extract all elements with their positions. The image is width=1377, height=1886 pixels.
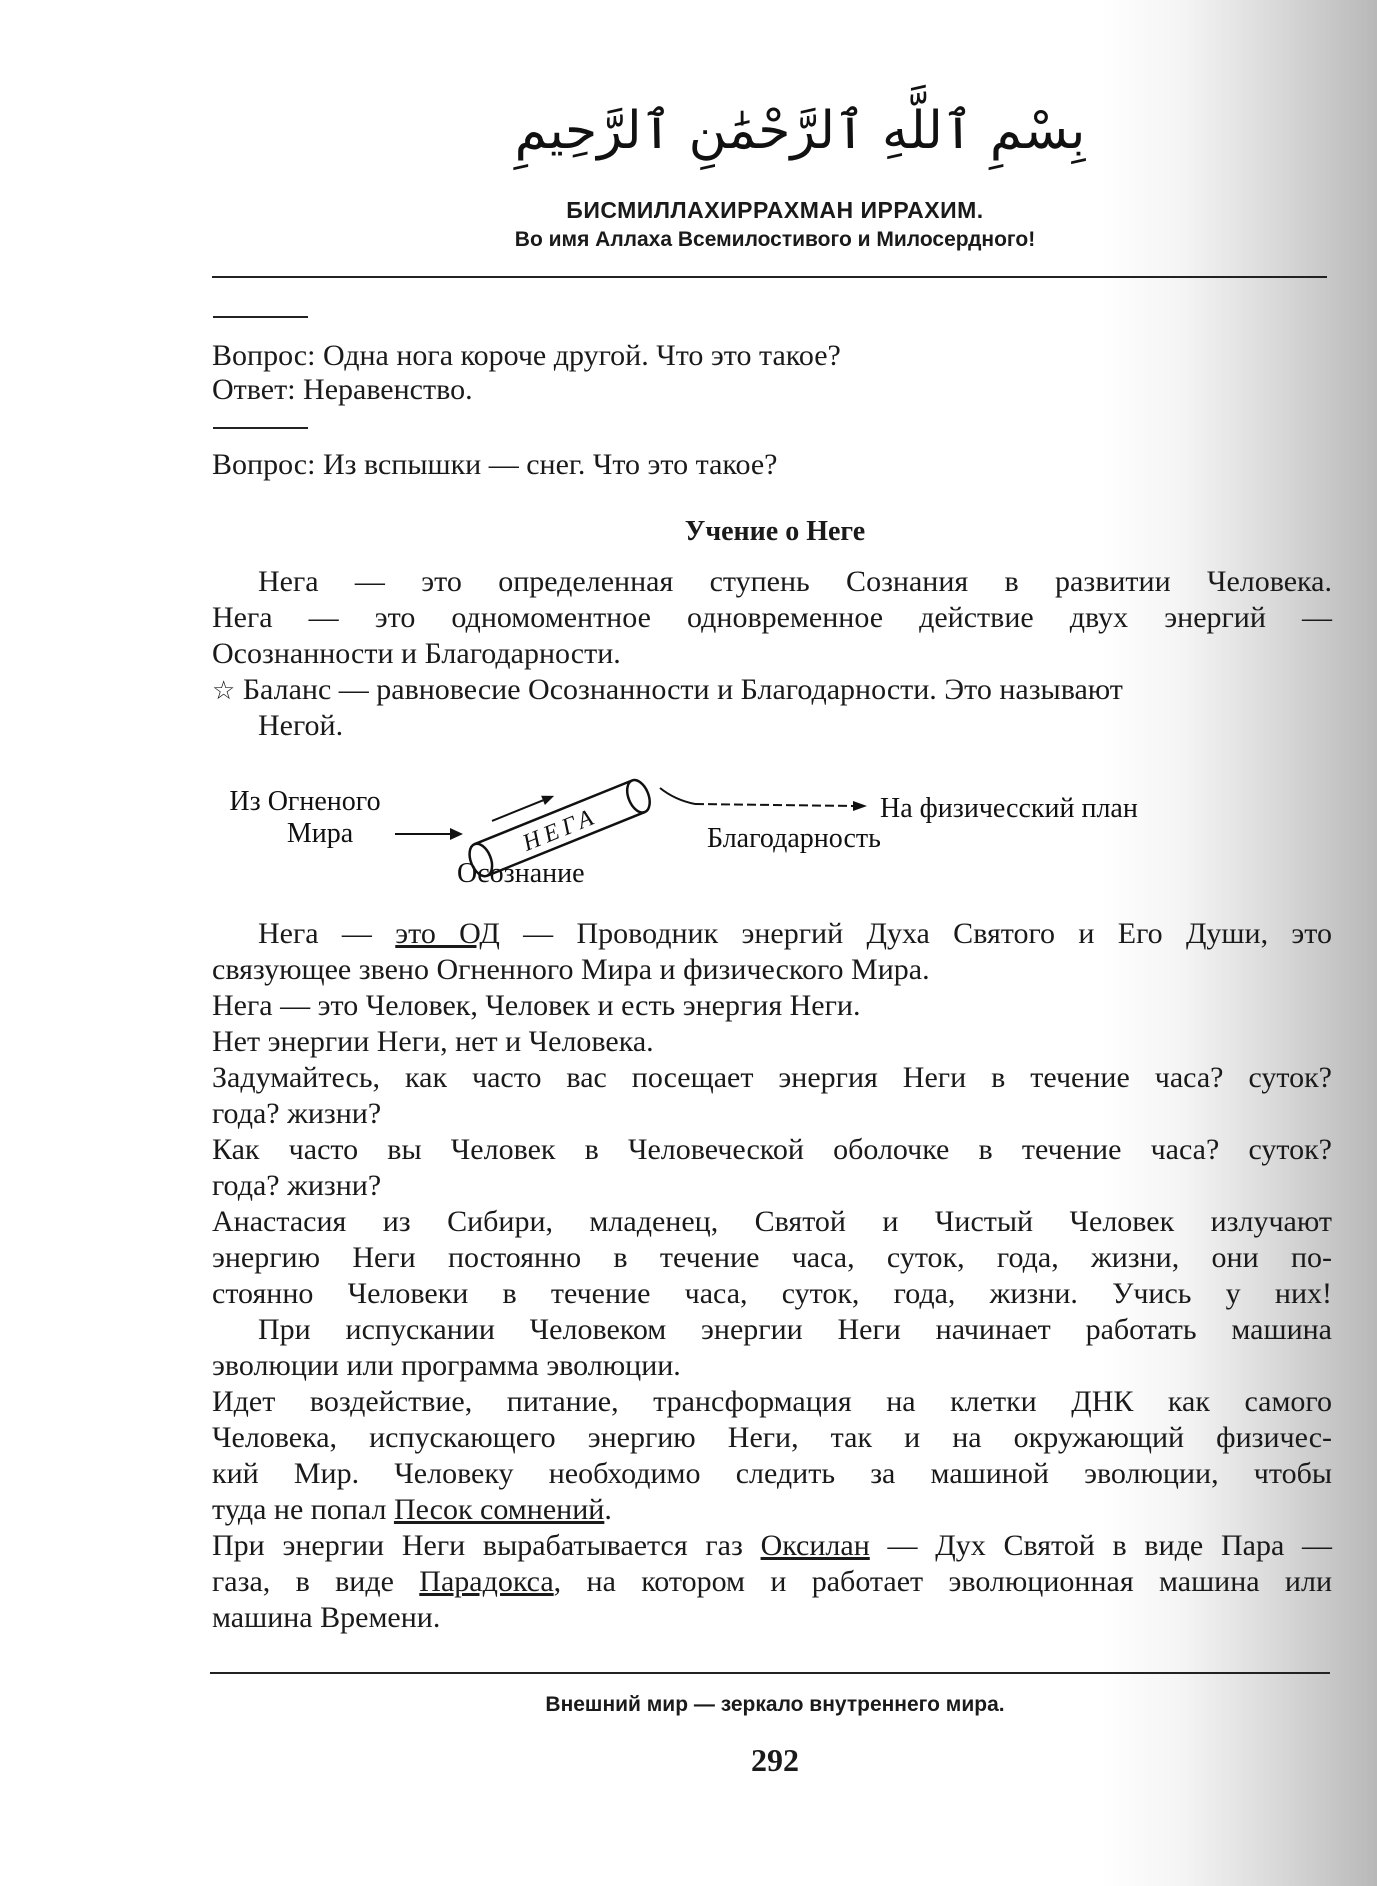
- underlined-term: Парадокса: [419, 1565, 554, 1598]
- paragraph-line: года? жизни?: [212, 1097, 382, 1130]
- paragraph-line: эволюции или программа эволюции.: [212, 1349, 681, 1382]
- paragraph-line: Осознанности и Благодарности.: [212, 637, 621, 670]
- paragraph-line: Нега — это одномоментное одновременное действие двух энергий —: [212, 601, 1332, 634]
- paragraph-line: При испускании Человеком энергии Неги начинает работать машина: [258, 1313, 1332, 1346]
- star-icon: ☆: [212, 676, 236, 705]
- star-item: [212, 672, 1332, 709]
- diagram-to-label: На физичесский план: [880, 793, 1138, 824]
- paragraph-line: машина Времени.: [212, 1601, 441, 1634]
- paragraph-line: Как часто вы Человек в Человеческой оболочке в течение часа? суток?: [212, 1133, 1332, 1166]
- paragraph-line: связующее звено Огненного Мира и физического Мира.: [212, 953, 930, 986]
- star-item-cont: Негой.: [258, 709, 344, 742]
- paragraph-line: Нега — это ОД — Проводник энергий Духа Святого и Его Души, это: [258, 917, 1332, 950]
- separator: [213, 316, 308, 318]
- header-rule: [212, 276, 1327, 278]
- paragraph-line: Идет воздействие, питание, трансформация на клетки ДНК как самого: [212, 1385, 1332, 1418]
- header-title: БИСМИЛЛАХИРРАХМАН ИРРАХИМ.: [566, 197, 984, 223]
- paragraph-line: года? жизни?: [212, 1169, 382, 1202]
- page-number: 292: [751, 1742, 799, 1778]
- paragraph-line: стоянно Человеки в течение часа, суток, года, жизни. Учись у них!: [212, 1277, 1332, 1310]
- question-1: Вопрос: Одна нога короче другой. Что это такое?: [212, 339, 841, 372]
- answer-1: Ответ: Неравенство.: [212, 373, 473, 406]
- diagram-from-label: Из Огненого: [229, 786, 381, 817]
- paragraph-line: газа, в виде Парадокса, на котором и работает эволюционная машина или: [212, 1565, 1333, 1598]
- header-subtitle: Во имя Аллаха Всемилостивого и Милосердного!: [514, 228, 1036, 251]
- paragraph-line: Задумайтесь, как часто вас посещает энергия Неги в течение часа? суток?: [212, 1061, 1332, 1094]
- paragraph-line: При энергии Неги вырабатывается газ Оксилан — Дух Святой в виде Пара —: [212, 1529, 1332, 1562]
- separator: [213, 427, 308, 429]
- underlined-term: это ОД: [395, 917, 500, 950]
- diagram-bottom-right-label: Благодарность: [707, 823, 881, 854]
- underlined-term: Песок сомнений: [393, 1493, 605, 1526]
- paragraph-line: Нега — это определенная ступень Сознания в развитии Человека.: [258, 565, 1332, 598]
- paragraph-line: энергию Неги постоянно в течение часа, суток, года, жизни, они по-: [212, 1241, 1332, 1274]
- svg-text:بِسْمِ ٱللَّهِ ٱلرَّحْمَٰنِ ٱل: بِسْمِ ٱللَّهِ ٱلرَّحْمَٰنِ ٱلرَّحِيمِ: [514, 101, 1086, 161]
- diagram-bottom-left-label: Осознание: [457, 858, 585, 889]
- star-item-text: Баланс — равновесие Осознанности и Благодарности. Это называют: [242, 673, 1123, 706]
- footer-motto: Внешний мир — зеркало внутреннего мира.: [545, 1693, 1005, 1716]
- footer-rule: [210, 1672, 1330, 1674]
- basmala-calligraphy: [514, 78, 1086, 178]
- paragraph-line: туда не попал Песок сомнений.: [212, 1493, 612, 1526]
- question-2: Вопрос: Из вспышки — снег. Что это такое?: [212, 448, 778, 481]
- paragraph-line: Нет энергии Неги, нет и Человека.: [212, 1025, 654, 1058]
- diagram-from-label: Мира: [286, 818, 354, 849]
- tube-label: НЕГА: [519, 803, 602, 857]
- paragraph-line: Анастасия из Сибири, младенец, Святой и Чистый Человек излучают: [212, 1205, 1332, 1238]
- nega-diagram: [225, 770, 1225, 900]
- paragraph-line: Нега — это Человек, Человек и есть энергия Неги.: [212, 989, 861, 1022]
- underlined-term: Оксилан: [760, 1529, 870, 1562]
- paragraph-line: Человека, испускающего энергию Неги, так и на окружающий физичес-: [212, 1421, 1332, 1454]
- section-heading: Учение о Неге: [684, 516, 866, 547]
- paragraph-line: кий Мир. Человеку необходимо следить за машиной эволюции, чтобы: [212, 1457, 1332, 1490]
